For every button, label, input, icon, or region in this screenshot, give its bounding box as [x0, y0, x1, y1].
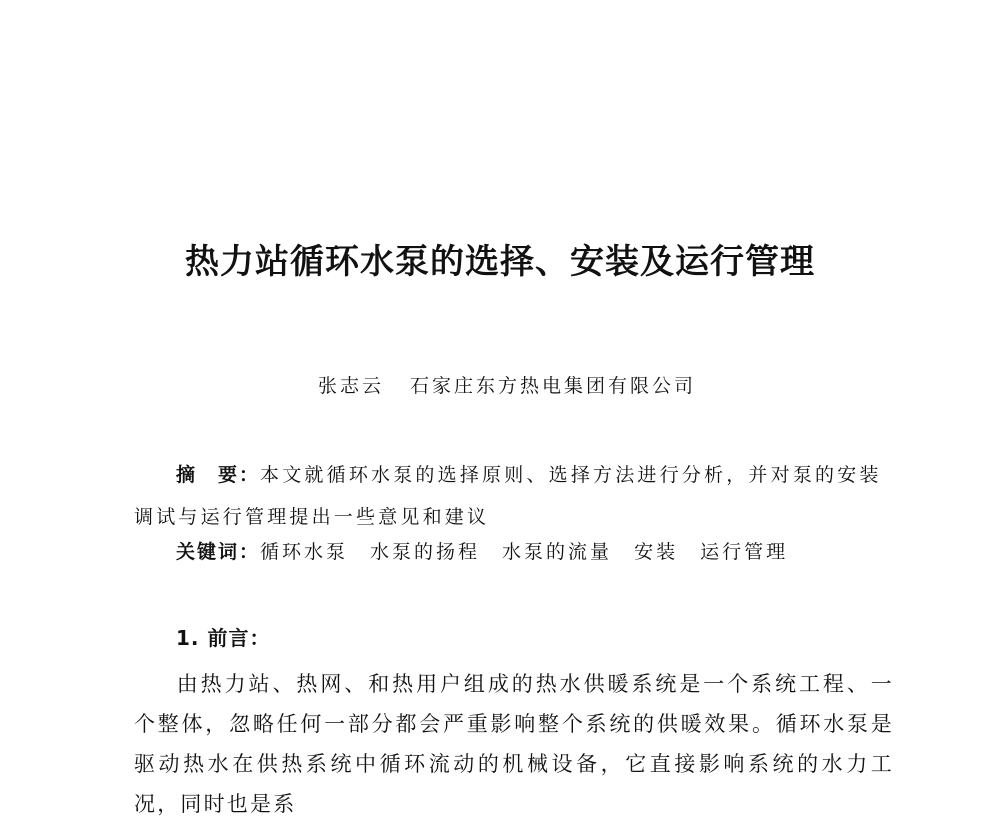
keyword: 运行管理 — [700, 541, 789, 563]
keyword: 水泵的扬程 — [370, 541, 481, 563]
section-heading: 1. 前言： — [176, 626, 271, 650]
keyword: 循环水泵 — [260, 541, 349, 563]
keyword: 水泵的流量 — [502, 541, 613, 563]
keywords-label: 关键词： — [176, 541, 261, 563]
abstract — [134, 454, 894, 538]
author-line — [318, 372, 696, 400]
abstract-label: 摘 要： — [176, 464, 261, 486]
body-paragraph — [134, 664, 894, 824]
author-name: 张志云 — [318, 375, 385, 397]
paragraph-text: 由热力站、热网、和热用户组成的热水供暖系统是一个系统工程、一个整体，忽略任何一部分都会严重影响整个系统的供暖效果。循环水泵是驱动热水在供热系统中循环流动的机械设备，它直接影响系统的水力工况，同时也是系 — [134, 672, 894, 816]
keywords — [176, 538, 810, 566]
author-affiliation: 石家庄东方热电集团有限公司 — [410, 375, 697, 397]
paper-title: 热力站循环水泵的选择、安装及运行管理 — [185, 242, 815, 282]
keyword: 安装 — [634, 541, 679, 563]
abstract-text: 本文就循环水泵的选择原则、选择方法进行分析，并对泵的安装调试与运行管理提出一些意见和建议 — [134, 464, 882, 528]
